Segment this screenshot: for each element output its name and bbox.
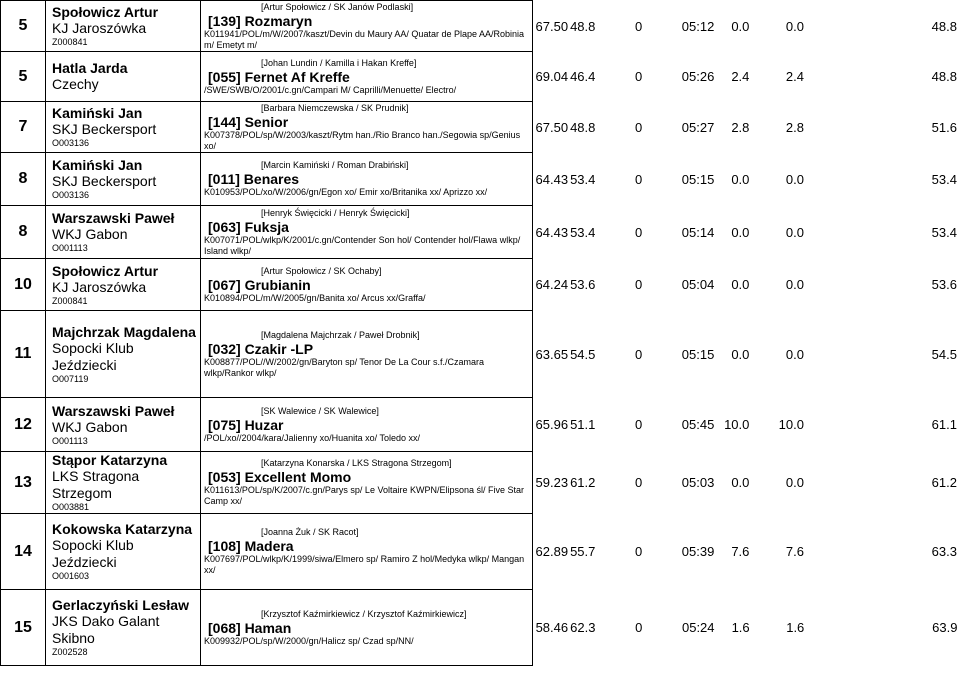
rider-cell bbox=[46, 206, 201, 259]
rider-cell bbox=[46, 52, 201, 102]
owner-text: [Marcin Kamiński / Roman Drabiński] bbox=[261, 160, 409, 170]
horse-name: [053] Excellent Momo bbox=[208, 469, 352, 485]
obstacle-penalty: 0 bbox=[634, 18, 643, 34]
rider-cell bbox=[46, 102, 201, 153]
score-cell bbox=[533, 52, 958, 102]
place-cell: 8 bbox=[1, 153, 46, 206]
time-value: 05:15 bbox=[681, 346, 715, 362]
horse-name: [055] Fernet Af Kreffe bbox=[208, 68, 350, 85]
score-cell bbox=[533, 590, 958, 666]
score-percent: 62.89 bbox=[535, 544, 569, 559]
time-penalty: 2.4 bbox=[731, 69, 750, 84]
dressage-penalty: 54.5 bbox=[570, 346, 596, 362]
score-cell bbox=[533, 153, 958, 206]
rider-cell bbox=[46, 590, 201, 666]
place-cell: 7 bbox=[1, 102, 46, 153]
time-penalty: 0.0 bbox=[731, 18, 750, 34]
table-row bbox=[1, 590, 958, 666]
score-cell bbox=[533, 398, 958, 452]
total-score: 53.6 bbox=[931, 277, 957, 292]
score-percent: 59.23 bbox=[535, 475, 569, 490]
obstacle-penalty: 0 bbox=[634, 475, 643, 490]
dressage-penalty: 53.4 bbox=[570, 171, 596, 187]
horse-name: [032] Czakir -LP bbox=[208, 340, 314, 357]
time-penalty: 0.0 bbox=[731, 475, 750, 490]
obstacle-penalty: 0 bbox=[634, 417, 643, 432]
time-value: 05:04 bbox=[681, 277, 715, 292]
horse-name: [075] Huzar bbox=[208, 416, 284, 433]
horse-cell bbox=[201, 514, 533, 590]
time-penalty: 7.6 bbox=[731, 544, 750, 559]
obstacle-penalty: 0 bbox=[635, 620, 643, 635]
time-value: 05:39 bbox=[681, 544, 715, 559]
horse-cell bbox=[201, 311, 533, 398]
table-row bbox=[1, 153, 958, 206]
horse-cell bbox=[201, 590, 533, 666]
rider-name: Kamiński Jan bbox=[52, 105, 143, 121]
obstacle-penalty: 0 bbox=[634, 69, 643, 84]
penalty-sum: 1.6 bbox=[786, 620, 805, 635]
score-percent: 67.50 bbox=[535, 119, 569, 135]
horse-cell bbox=[201, 102, 533, 153]
time-value: 05:03 bbox=[681, 475, 715, 490]
score-cell bbox=[533, 1, 958, 52]
score-cell bbox=[533, 259, 958, 311]
obstacle-penalty: 0 bbox=[634, 224, 643, 240]
rider-club: Sopocki Klub Jeździecki bbox=[52, 339, 134, 373]
place-cell: 13 bbox=[1, 452, 46, 514]
rider-club: Czechy bbox=[52, 76, 99, 92]
dressage-penalty: 51.1 bbox=[570, 417, 596, 432]
time-value: 05:15 bbox=[681, 171, 715, 187]
time-penalty: 0.0 bbox=[731, 346, 750, 362]
place-cell: 5 bbox=[1, 52, 46, 102]
time-penalty: 0.0 bbox=[731, 171, 750, 187]
penalty-sum: 2.8 bbox=[785, 119, 804, 135]
table-row bbox=[1, 311, 958, 398]
place-cell: 10 bbox=[1, 259, 46, 311]
horse-pedigree: K007378/POL/sp/W/2003/kaszt/Rytm han./Rio Branco han./Segowia sp/Genius xo/ bbox=[204, 129, 521, 151]
horse-cell bbox=[201, 1, 533, 52]
rider-cell bbox=[46, 398, 201, 452]
rider-club: SKJ Beckersport bbox=[52, 121, 157, 137]
rider-club: KJ Jaroszówka bbox=[52, 20, 147, 36]
total-score: 63.9 bbox=[932, 620, 958, 635]
penalty-sum: 0.0 bbox=[785, 18, 804, 34]
place-cell: 8 bbox=[1, 206, 46, 259]
horse-name: [063] Fuksja bbox=[208, 218, 289, 235]
rider-name: Społowicz Artur bbox=[52, 262, 159, 279]
horse-name: [068] Haman bbox=[208, 619, 292, 636]
rider-cell bbox=[46, 1, 201, 52]
penalty-sum: 7.6 bbox=[785, 544, 804, 559]
score-cell bbox=[533, 102, 958, 153]
horse-cell bbox=[201, 52, 533, 102]
obstacle-penalty: 0 bbox=[634, 544, 643, 559]
horse-name: [011] Benares bbox=[208, 171, 300, 187]
total-score: 48.8 bbox=[931, 18, 957, 34]
penalty-sum: 0.0 bbox=[785, 224, 804, 240]
horse-name: [139] Rozmaryn bbox=[208, 12, 313, 29]
score-percent: 64.24 bbox=[535, 277, 569, 292]
dressage-penalty: 61.2 bbox=[570, 475, 596, 490]
rider-name: Stąpor Katarzyna bbox=[52, 452, 168, 468]
total-score: 63.3 bbox=[931, 544, 957, 559]
rider-cell bbox=[46, 452, 201, 514]
score-cell bbox=[533, 311, 958, 398]
time-value: 05:45 bbox=[681, 417, 715, 432]
horse-cell bbox=[201, 259, 533, 311]
horse-pedigree: K011941/POL/m/W/2007/kaszt/Devin du Maury AA/ Quatar de Plape AA/Robinia m/ Emetyt m/ bbox=[204, 28, 525, 50]
dressage-penalty: 48.8 bbox=[570, 18, 596, 34]
penalty-sum: 0.0 bbox=[785, 346, 804, 362]
rider-name: Warszawski Paweł bbox=[52, 210, 175, 226]
horse-pedigree: K011613/POL/sp/K/2007/c.gn/Parys sp/ Le Voltaire KWPN/Elipsona śl/ Five Star Camp xx/ bbox=[204, 485, 524, 506]
table-row bbox=[1, 398, 958, 452]
rider-club: Sopocki Klub Jeździecki bbox=[52, 537, 134, 570]
score-percent: 64.43 bbox=[535, 171, 569, 187]
rider-id: Z000841 bbox=[52, 295, 88, 306]
penalty-sum: 0.0 bbox=[785, 277, 804, 292]
rider-id: Z002528 bbox=[52, 647, 88, 657]
rider-id: O003136 bbox=[52, 190, 90, 200]
time-value: 05:26 bbox=[681, 69, 715, 84]
total-score: 61.1 bbox=[931, 417, 957, 432]
table-row bbox=[1, 514, 958, 590]
horse-pedigree: K010894/POL/m/W/2005/gn/Banita xo/ Arcus xx/Graffa/ bbox=[204, 292, 426, 303]
owner-text: [Joanna Żuk / SK Racot] bbox=[261, 527, 359, 537]
rider-name: Kokowska Katarzyna bbox=[52, 521, 193, 537]
horse-pedigree: K008877/POL//W/2002/gn/Baryton sp/ Tenor De La Cour s.f./Czamara wlkp/Rankor wlkp/ bbox=[204, 356, 484, 378]
time-value: 05:24 bbox=[681, 620, 715, 635]
rider-cell bbox=[46, 311, 201, 398]
rider-id: O001113 bbox=[52, 243, 88, 253]
horse-pedigree: K007697/POL/wlkp/K/1999/siwa/Elmero sp/ Ramiro Z hol/Medyka wlkp/ Mangan xx/ bbox=[204, 554, 525, 575]
rider-club: SKJ Beckersport bbox=[52, 173, 157, 189]
score-cell bbox=[533, 206, 958, 259]
place-cell: 15 bbox=[1, 590, 46, 666]
score-percent: 58.46 bbox=[535, 620, 569, 635]
rider-club: KJ Jaroszówka bbox=[52, 278, 147, 295]
place-cell: 12 bbox=[1, 398, 46, 452]
rider-cell bbox=[46, 153, 201, 206]
owner-text: [Artur Społowicz / SK Ochaby] bbox=[261, 265, 382, 276]
rider-club: WKJ Gabon bbox=[52, 418, 128, 435]
obstacle-penalty: 0 bbox=[634, 277, 643, 292]
total-score: 51.6 bbox=[931, 119, 957, 135]
penalty-sum: 0.0 bbox=[785, 171, 804, 187]
horse-pedigree: /POL/xo//2004/kara/Jalienny xo/Huanita xo/ Toledo xx/ bbox=[204, 432, 420, 443]
obstacle-penalty: 0 bbox=[634, 119, 643, 135]
score-percent: 69.04 bbox=[535, 69, 569, 84]
table-row bbox=[1, 206, 958, 259]
horse-cell bbox=[201, 452, 533, 514]
table-row bbox=[1, 452, 958, 514]
owner-text: [Johan Lundin / Kamilla i Hakan Kreffe] bbox=[261, 57, 417, 68]
rider-id: O003881 bbox=[52, 502, 90, 512]
owner-text: [SK Walewice / SK Walewice] bbox=[261, 405, 379, 416]
table-row bbox=[1, 52, 958, 102]
rider-id: O001113 bbox=[52, 435, 88, 446]
dressage-penalty: 48.8 bbox=[570, 119, 596, 135]
place-cell: 5 bbox=[1, 1, 46, 52]
horse-cell bbox=[201, 206, 533, 259]
rider-id: Z000841 bbox=[52, 37, 88, 47]
horse-pedigree: K007071/POL/wlkp/K/2001/c.gn/Contender Son hol/ Contender hol/Flawa wlkp/ Island wlkp/ bbox=[204, 234, 521, 256]
rider-id: O007119 bbox=[52, 373, 89, 384]
score-percent: 65.96 bbox=[535, 417, 569, 432]
time-value: 05:14 bbox=[681, 224, 715, 240]
total-score: 61.2 bbox=[931, 475, 957, 490]
time-value: 05:27 bbox=[681, 119, 715, 135]
dressage-penalty: 53.6 bbox=[570, 277, 596, 292]
horse-cell bbox=[201, 153, 533, 206]
owner-text: [Katarzyna Konarska / LKS Stragona Strzegom] bbox=[261, 458, 452, 468]
rider-name: Warszawski Paweł bbox=[52, 402, 175, 419]
total-score: 53.4 bbox=[931, 171, 957, 187]
rider-name: Społowicz Artur bbox=[52, 4, 159, 20]
owner-text: [Henryk Święcicki / Henryk Święcicki] bbox=[261, 207, 410, 218]
time-penalty: 1.6 bbox=[731, 620, 750, 635]
rider-cell bbox=[46, 259, 201, 311]
dressage-penalty: 46.4 bbox=[570, 69, 596, 84]
horse-name: [108] Madera bbox=[208, 538, 294, 554]
rider-club: WKJ Gabon bbox=[52, 226, 128, 242]
table-row bbox=[1, 1, 958, 52]
horse-cell bbox=[201, 398, 533, 452]
penalty-sum: 10.0 bbox=[778, 417, 804, 432]
penalty-sum: 2.4 bbox=[785, 69, 804, 84]
rider-name: Kamiński Jan bbox=[52, 157, 143, 173]
time-penalty: 2.8 bbox=[731, 119, 750, 135]
penalty-sum: 0.0 bbox=[785, 475, 804, 490]
score-percent: 64.43 bbox=[535, 224, 569, 240]
table-row bbox=[1, 259, 958, 311]
owner-text: [Barbara Niemczewska / SK Prudnik] bbox=[261, 102, 409, 113]
rider-id: O001603 bbox=[52, 571, 90, 581]
owner-text: [Magdalena Majchrzak / Paweł Drobnik] bbox=[261, 329, 420, 340]
horse-name: [144] Senior bbox=[208, 113, 289, 130]
horse-pedigree: /SWE/SWB/O/2001/c.gn/Campari M/ Caprilli/Menuette/ Electro/ bbox=[204, 84, 457, 95]
horse-pedigree: K009932/POL/sp/W/2000/gn/Halicz sp/ Czad sp/NN/ bbox=[204, 635, 414, 646]
score-cell bbox=[533, 452, 958, 514]
owner-text: [Krzysztof Kaźmirkiewicz / Krzysztof Kaźmirkiewicz] bbox=[261, 608, 467, 619]
rider-name: Hatla Jarda bbox=[52, 60, 128, 76]
horse-pedigree: K010953/POL/xo/W/2006/gn/Egon xo/ Emir xo/Britanika xx/ Aprizzo xx/ bbox=[204, 187, 488, 197]
total-score: 53.4 bbox=[931, 224, 957, 240]
rider-club: JKS Dako Galant Skibno bbox=[52, 613, 160, 646]
time-value: 05:12 bbox=[681, 18, 715, 34]
dressage-penalty: 53.4 bbox=[570, 224, 596, 240]
horse-name: [067] Grubianin bbox=[208, 276, 311, 293]
obstacle-penalty: 0 bbox=[634, 171, 643, 187]
rider-name: Gerlaczyński Lesław bbox=[52, 597, 189, 613]
rider-club: LKS Stragona Strzegom bbox=[52, 468, 140, 501]
rider-name: Majchrzak Magdalena bbox=[52, 323, 196, 340]
total-score: 48.8 bbox=[931, 69, 957, 84]
score-cell bbox=[533, 514, 958, 590]
score-percent: 63.65 bbox=[535, 346, 569, 362]
owner-text: [Artur Społowicz / SK Janów Podlaski] bbox=[261, 1, 414, 12]
rider-id: O003136 bbox=[52, 138, 90, 148]
rider-cell bbox=[46, 514, 201, 590]
place-cell: 14 bbox=[1, 514, 46, 590]
time-penalty: 10.0 bbox=[724, 417, 750, 432]
table-row bbox=[1, 102, 958, 153]
time-penalty: 0.0 bbox=[731, 224, 750, 240]
dressage-penalty: 62.3 bbox=[570, 620, 596, 635]
time-penalty: 0.0 bbox=[731, 277, 750, 292]
place-cell: 11 bbox=[1, 311, 46, 398]
score-percent: 67.50 bbox=[535, 18, 569, 34]
dressage-penalty: 55.7 bbox=[570, 544, 596, 559]
total-score: 54.5 bbox=[931, 346, 957, 362]
obstacle-penalty: 0 bbox=[634, 346, 643, 362]
